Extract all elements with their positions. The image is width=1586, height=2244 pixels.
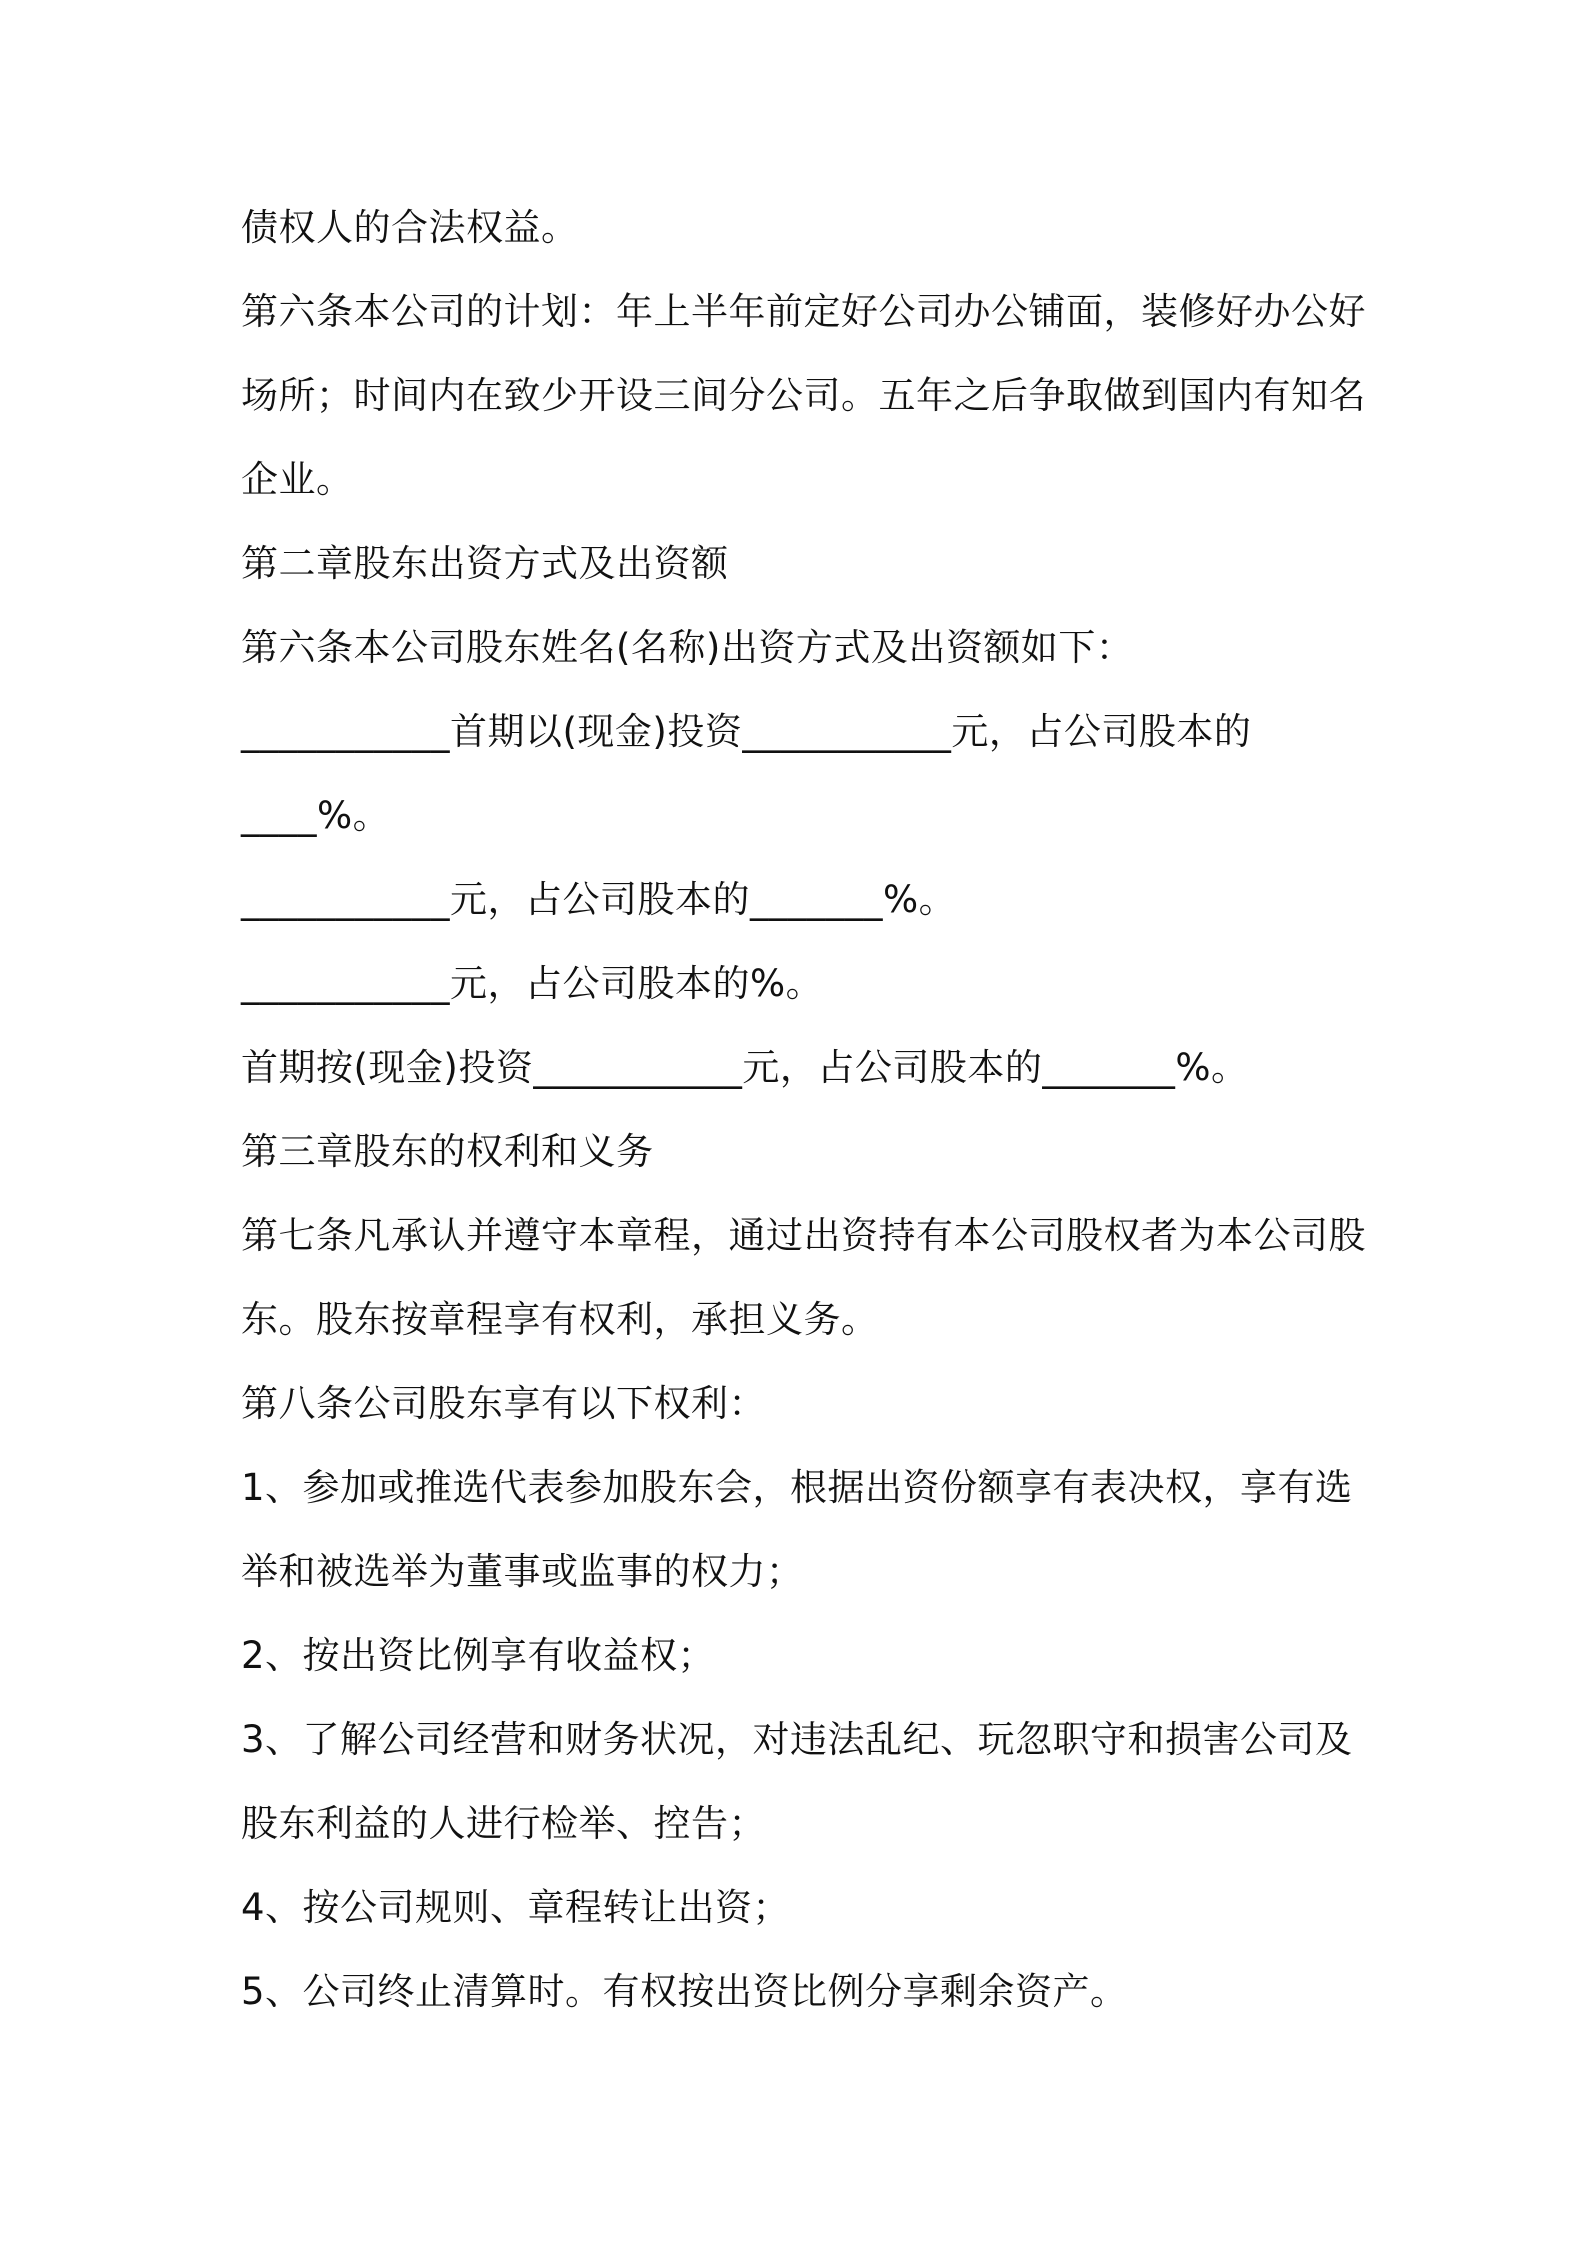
fill-in-line: ___________首期以(现金)投资___________元，占公司股本的 — [241, 710, 1252, 753]
list-item: 5、公司终止清算时。有权按出资比例分享剩余资产。 — [241, 1970, 1128, 2013]
text-line: 东。股东按章程享有权利，承担义务。 — [241, 1298, 879, 1341]
chapter-heading: 第二章股东出资方式及出资额 — [241, 542, 729, 585]
list-item: 2、按出资比例享有收益权； — [241, 1634, 716, 1677]
chapter-heading: 第三章股东的权利和义务 — [241, 1130, 654, 1173]
text-line: 第八条公司股东享有以下权利： — [241, 1382, 766, 1425]
text-line: 第六条本公司股东姓名(名称)出资方式及出资额如下： — [241, 626, 1134, 669]
text-line: 第六条本公司的计划：年上半年前定好公司办公铺面，装修好办公好 — [241, 290, 1366, 333]
fill-in-line: ____%。 — [241, 794, 391, 837]
list-item: 4、按公司规则、章程转让出资； — [241, 1886, 791, 1929]
list-item-continuation: 股东利益的人进行检举、控告； — [241, 1802, 766, 1845]
list-item-continuation: 举和被选举为董事或监事的权力； — [241, 1550, 804, 1593]
fill-in-line: ___________元，占公司股本的_______%。 — [241, 878, 957, 921]
fill-in-line: 首期按(现金)投资___________元，占公司股本的_______%。 — [241, 1046, 1249, 1089]
text-line: 债权人的合法权益。 — [241, 206, 579, 249]
text-line: 场所；时间内在致少开设三间分公司。五年之后争取做到国内有知名 — [241, 374, 1366, 417]
fill-in-line: ___________元，占公司股本的%。 — [241, 962, 824, 1005]
document-body — [241, 186, 1366, 2034]
text-line: 企业。 — [241, 458, 354, 501]
list-item: 1、参加或推选代表参加股东会，根据出资份额享有表决权，享有选 — [241, 1466, 1353, 1509]
list-item: 3、了解公司经营和财务状况，对违法乱纪、玩忽职守和损害公司及 — [241, 1718, 1353, 1761]
text-line: 第七条凡承认并遵守本章程，通过出资持有本公司股权者为本公司股 — [241, 1214, 1366, 1257]
